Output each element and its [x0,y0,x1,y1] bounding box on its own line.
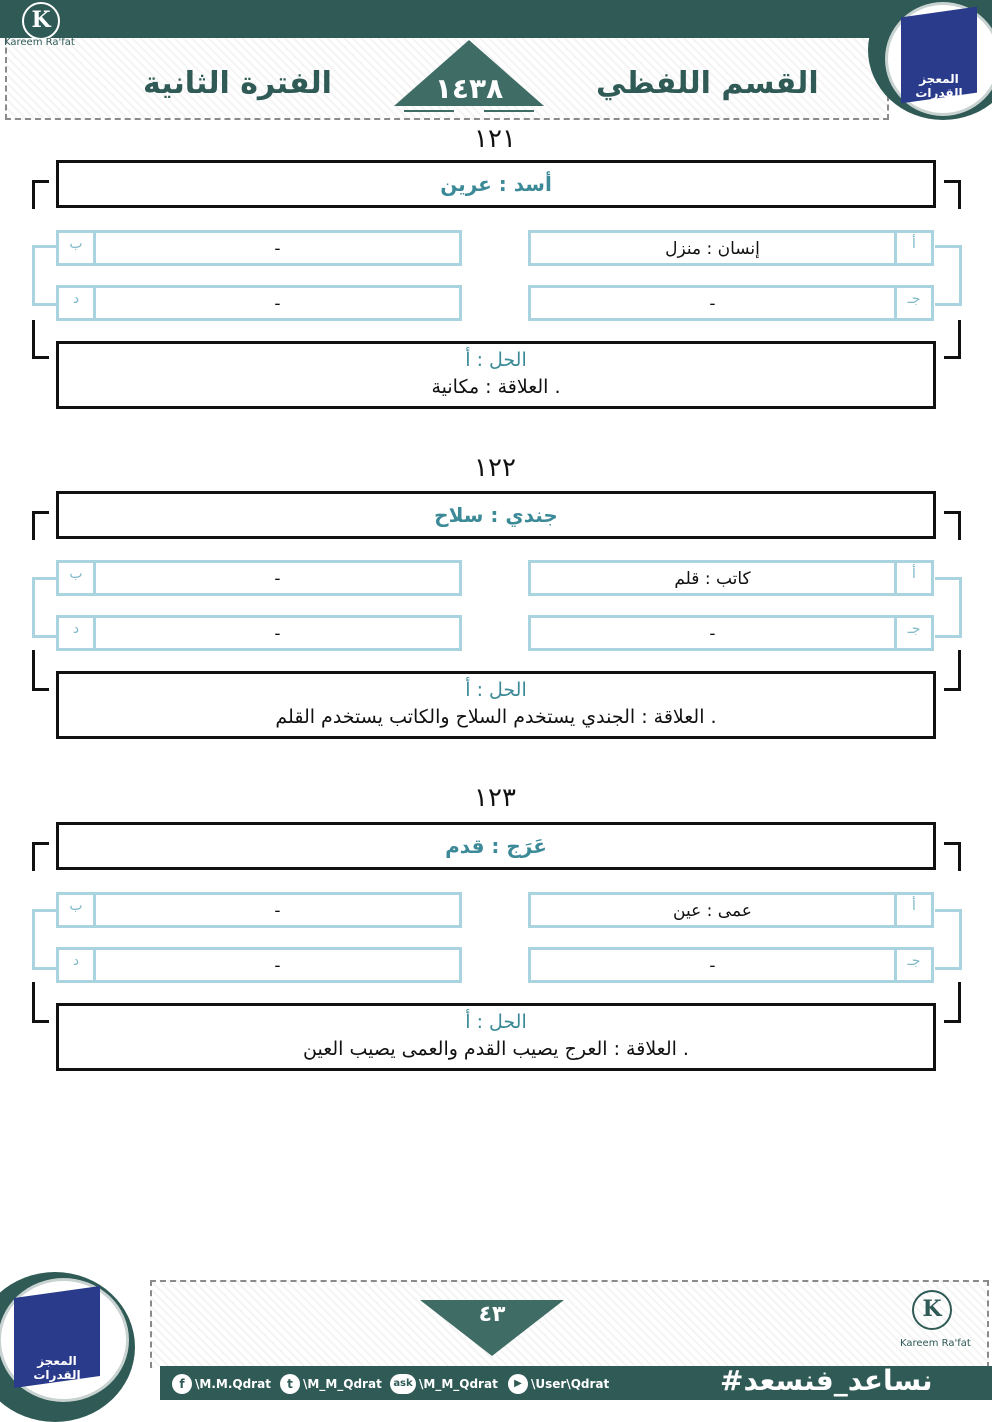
emblem-text: المعجز القدرات [915,72,963,100]
option-letter: أ [894,895,931,925]
option-text: عمى : عين [673,901,752,921]
option-letter: د [59,288,96,318]
option-bracket-right [935,577,962,638]
bracket-bottom-right [944,982,961,1023]
youtube-handle: \User\Qdrat [531,1377,610,1391]
ask-icon: ask [390,1374,416,1394]
year-label: ١٤٣٨ [434,72,504,105]
option-letter: جـ [894,950,931,980]
section-title: القسم اللفظي [596,66,819,101]
option-text: كاتب : قلم [674,569,751,589]
option-letter: أ [894,233,931,263]
option-b[interactable] [56,892,462,928]
facebook-icon: f [172,1374,192,1394]
youtube-icon: ▶ [508,1374,528,1394]
bracket-bottom-right [944,650,961,691]
option-b[interactable] [56,560,462,596]
option-c[interactable] [528,615,934,651]
ask-handle: \M_M_Qdrat [419,1377,498,1391]
solution-label: الحل : أ [465,349,527,371]
option-letter: ب [59,895,96,925]
option-text: - [709,294,716,314]
option-text: - [709,956,716,976]
solution-box [56,341,936,409]
question-box: أسد : عرين [56,160,936,208]
relation-text: العلاقة : العرج يصيب القدم والعمى يصيب العين . [303,1038,689,1060]
youtube-link[interactable] [508,1373,609,1395]
option-text: - [709,624,716,644]
relation-text: العلاقة : مكانية . [431,376,561,398]
kareem-logo: K [22,2,60,40]
solution-box [56,671,936,739]
relation-text: العلاقة : الجندي يستخدم السلاح والكاتب يستخدم القلم . [275,706,717,728]
option-bracket-right [935,909,962,970]
solution-box [56,1003,936,1071]
twitter-handle: \M_M_Qdrat [303,1377,382,1391]
option-letter: د [59,950,96,980]
option-c[interactable] [528,947,934,983]
bracket-bottom-left [32,982,49,1023]
twitter-link[interactable] [280,1373,382,1395]
option-text: - [274,569,281,589]
solution-label: الحل : أ [465,1011,527,1033]
hashtag: #نساعد_فنسعد [720,1364,933,1397]
question-number: ١٢١ [474,124,516,154]
option-bracket-left [32,245,59,306]
option-bracket-right [935,245,962,306]
bracket-top-right [944,511,961,540]
solution-label: الحل : أ [465,679,527,701]
option-a[interactable] [528,560,934,596]
option-text: إنسان : منزل [665,239,760,259]
option-letter: أ [894,563,931,593]
header-divider [484,110,534,112]
option-letter: جـ [894,288,931,318]
period-title: الفترة الثانية [143,66,332,101]
option-letter: ب [59,233,96,263]
option-letter: د [59,618,96,648]
bracket-bottom-left [32,650,49,691]
bracket-top-left [32,842,49,871]
bracket-bottom-right [944,320,961,359]
bracket-top-left [32,511,49,540]
option-text: - [274,239,281,259]
page-number: ٤٣ [478,1302,506,1327]
bracket-bottom-left [32,320,49,359]
twitter-icon: t [280,1374,300,1394]
option-d[interactable] [56,285,462,321]
question-number: ١٢٢ [474,453,516,483]
facebook-link[interactable] [172,1373,271,1395]
footer-panel [150,1280,989,1368]
option-bracket-left [32,909,59,970]
kareem-logo: K [912,1290,952,1330]
option-b[interactable] [56,230,462,266]
option-letter: ب [59,563,96,593]
bracket-top-right [944,842,961,871]
option-letter: جـ [894,618,931,648]
page-dot [488,1346,496,1354]
question-box: عَرَج : قدم [56,822,936,870]
header-band [0,0,900,38]
option-d[interactable] [56,615,462,651]
option-d[interactable] [56,947,462,983]
option-text: - [274,956,281,976]
option-text: - [274,294,281,314]
question-box: جندي : سلاح [56,491,936,539]
ask-link[interactable] [390,1373,498,1395]
option-text: - [274,624,281,644]
header-divider [404,110,454,112]
option-a[interactable] [528,230,934,266]
option-a[interactable] [528,892,934,928]
option-c[interactable] [528,285,934,321]
bracket-top-right [944,180,961,209]
footer-brand-name: Kareem Ra'fat [900,1338,971,1349]
facebook-handle: \M.M.Qdrat [195,1377,271,1391]
brand-name: Kareem Ra'fat [4,37,75,48]
option-text: - [274,901,281,921]
bracket-top-left [32,180,49,209]
option-bracket-left [32,577,59,638]
footer-emblem-text: المعجز القدرات [33,1354,81,1382]
question-number: ١٢٣ [474,783,516,813]
